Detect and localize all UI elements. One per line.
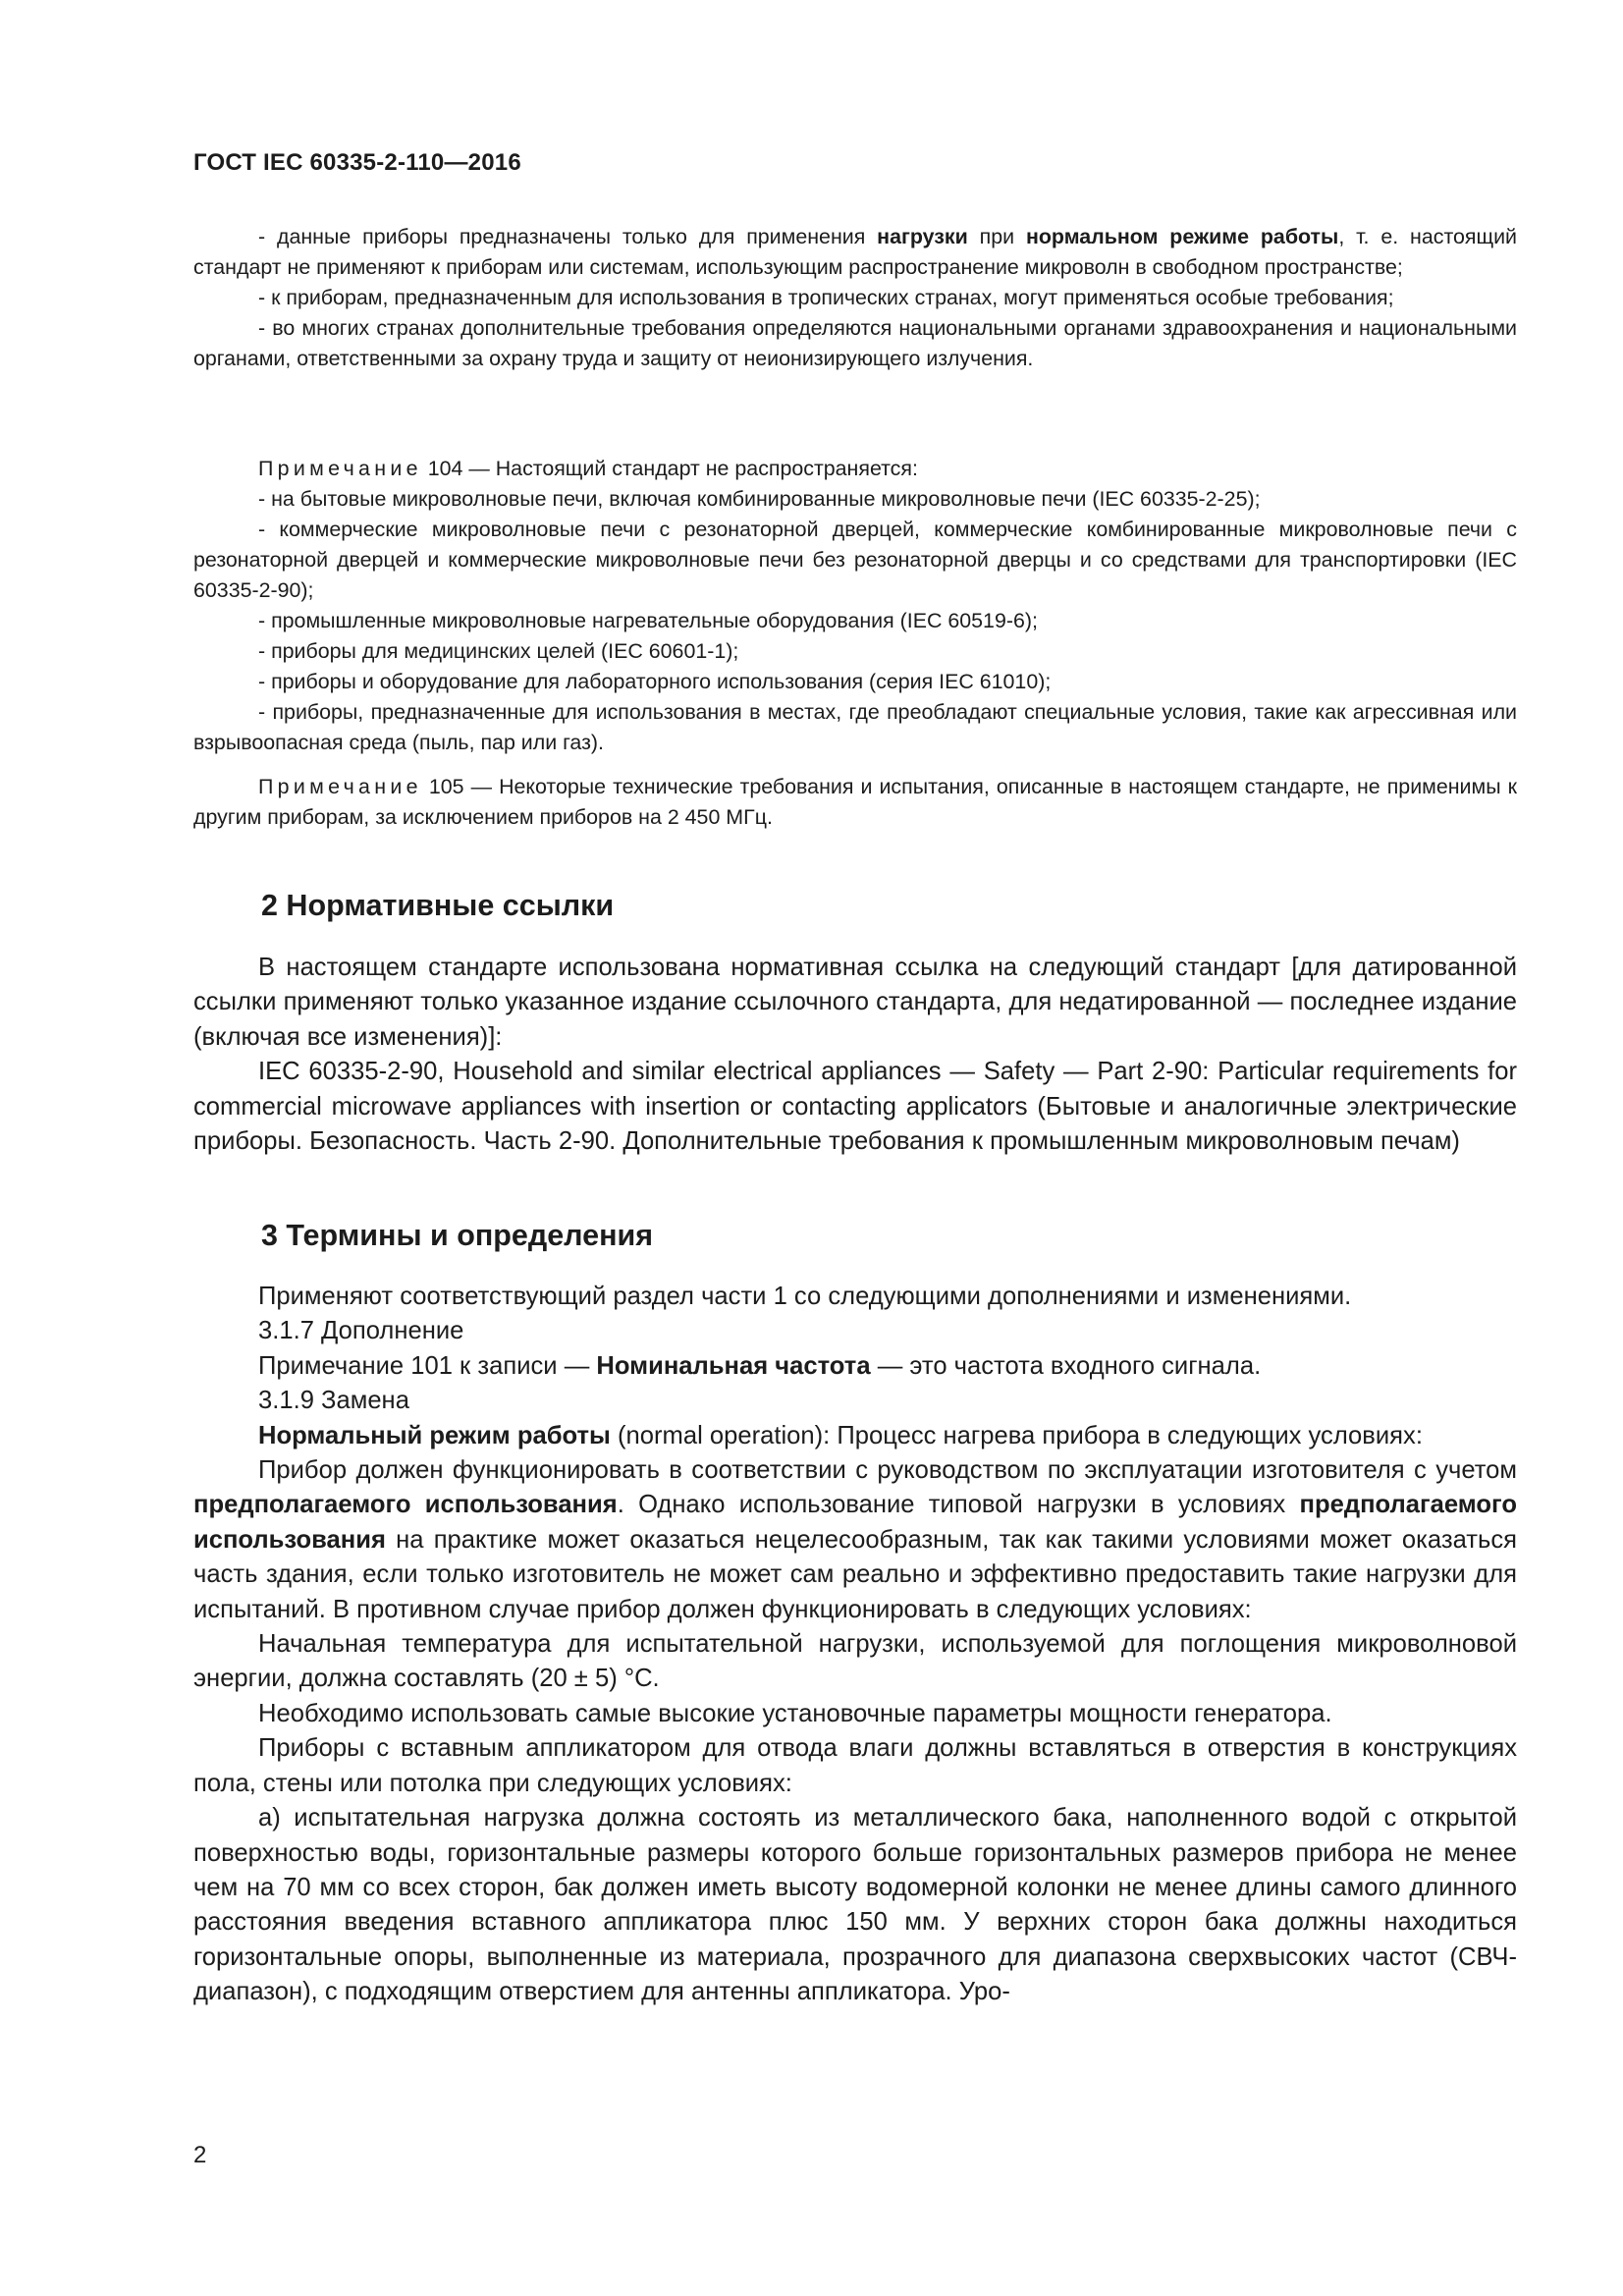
intro-paragraph: - данные приборы предназначены только для применения нагрузки при нормальном режиме работы, т. е. настоящий стандарт не применяют к приборам или системам, использующим распространение микроволн в свободном пространстве; (193, 225, 1517, 279)
note-label: Примечание (258, 457, 422, 480)
section-3-paragraph: Прибор должен функционировать в соответствии с руководством по эксплуатации изготовителя с учетом предполагаемого использования. Однако использование типовой нагрузки в условиях предполагаемого использования на практике может оказаться нецелесообразным, так как такими условиями может оказаться часть здания, если только изготовитель не может сам реально и эффективно предоставить такие нагрузки для испытаний. В противном случае прибор должен функционировать в следующих условиях: (193, 1456, 1517, 1623)
section-3-body (193, 1280, 1517, 2010)
note-104-item: - на бытовые микроволновые печи, включая комбинированные микроволновые печи (IEC 60335-2-25); (258, 487, 1261, 511)
document-header: ГОСТ IEC 60335-2-110—2016 (193, 149, 521, 176)
section-2-title: 2 Нормативные ссылки (261, 889, 615, 922)
defined-term: нагрузки (877, 225, 968, 248)
note-text: 105 — Некоторые технические требования и испытания, описанные в настоящем стандарте, не применимы к другим приборам, за исключением приборов на 2 450 МГц. (193, 775, 1517, 829)
section-3-paragraph: Примечание 101 к записи — Номинальная частота — это частота входного сигнала. (258, 1351, 1262, 1380)
section-3-paragraph: а) испытательная нагрузка должна состоять из металлического бака, наполненного водой с открытой поверхностью воды, горизонтальные размеры которого больше горизонтальных размеров прибора не менее чем на 70 мм со всех сторон, бак должен иметь высоту водомерной колонки не менее длины самого длинного расстояния введения вставного аппликатора плюс 150 мм. У верхних сторон бака должны находиться горизонтальные опоры, выполненные из материала, прозрачного для диапазона сверхвысоких частот (СВЧ-диапазон), с подходящим отверстием для антенны аппликатора. Уро- (193, 1804, 1517, 2006)
section-3-paragraph: Приборы с вставным аппликатором для отвода влаги должны вставляться в отверстия в конструкциях пола, стены или потолка при следующих условиях: (193, 1734, 1517, 1797)
section-3-paragraph: Начальная температура для испытательной нагрузки, используемой для поглощения микроволновой энергии, должна составлять (20 ± 5) °C. (193, 1630, 1517, 1693)
section-2-paragraph: В настоящем стандарте использована нормативная ссылка на следующий стандарт [для датированной ссылки применяют только указанное издание ссылочного стандарта, для недатированной — последнее издание (включая все изменения)]: (193, 954, 1517, 1051)
defined-term: Нормальный режим работы (258, 1421, 611, 1449)
note-104-item: - промышленные микроволновые нагревательные оборудования (IEC 60519-6); (258, 609, 1038, 632)
intro-paragraph: - к приборам, предназначенным для использования в тропических странах, могут применяться особые требования; (258, 286, 1394, 309)
section-2-reference: IEC 60335-2-90, Household and similar electrical appliances — Safety — Part 2-90: Particular requirements for commercial microwave appliances with insertion or contacting applicators (Бытовые и аналогичные электрические приборы. Безопасность. Часть 2-90. Дополнительные требования к промышленным микроволновым печам) (193, 1058, 1517, 1156)
section-2-body (193, 951, 1517, 1159)
section-3-paragraph: 3.1.9 Замена (258, 1387, 409, 1415)
note-text: 104 — Настоящий стандарт не распространяется: (421, 457, 918, 480)
section-3-paragraph: 3.1.7 Дополнение (258, 1317, 464, 1345)
section-3-title: 3 Термины и определения (261, 1219, 654, 1252)
section-3-paragraph: Применяют соответствующий раздел части 1 со следующими дополнениями и изменениями. (258, 1283, 1352, 1310)
note-104-item: - коммерческие микроволновые печи с резонаторной дверцей, коммерческие комбинированные микроволновые печи с резонаторной дверцей и коммерческие микроволновые печи без резонаторной дверцы и со средствами для транспортировки (IEC 60335-2-90); (193, 518, 1517, 602)
note-105-paragraph (193, 772, 1517, 833)
note-104-item: - приборы для медицинских целей (IEC 60601-1); (258, 639, 739, 663)
defined-term: нормальном режиме работы (1025, 225, 1339, 248)
section-3-paragraph: Нормальный режим работы (normal operation): Процесс нагрева прибора в следующих условиях: (258, 1421, 1423, 1449)
defined-term: предполагаемого использования (193, 1491, 1517, 1554)
defined-term: предполагаемого использования (193, 1491, 618, 1519)
page-number: 2 (193, 2142, 207, 2168)
note-104-item: - приборы, предназначенные для использования в местах, где преобладают специальные условия, такие как агрессивная или взрывоопасная среда (пыль, пар или газ). (193, 700, 1517, 754)
note-104 (193, 454, 1517, 758)
intro-block (193, 222, 1517, 374)
section-3-paragraph: Необходимо использовать самые высокие установочные параметры мощности генератора. (258, 1699, 1332, 1727)
note-104-item: - приборы и оборудование для лабораторного использования (серия IEC 61010); (258, 670, 1052, 693)
defined-term: Номинальная частота (596, 1351, 871, 1380)
note-104-heading (193, 454, 1517, 484)
intro-paragraph: - во многих странах дополнительные требования определяются национальными органами здравоохранения и национальными органами, ответственными за охрану труда и защиту от неионизирующего излучения. (193, 316, 1517, 370)
note-105 (193, 772, 1517, 833)
note-label: Примечание (258, 775, 422, 798)
